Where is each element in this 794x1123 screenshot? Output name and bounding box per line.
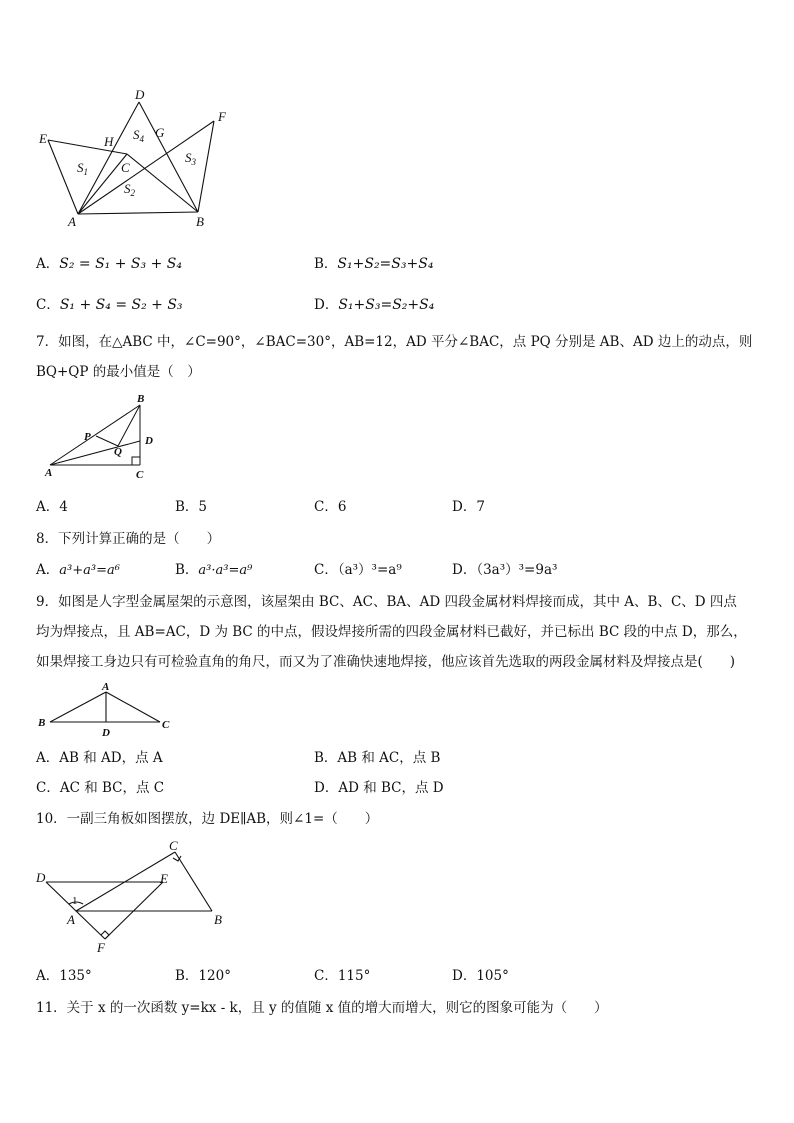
q9-label-C: C bbox=[162, 719, 170, 731]
q9-label-D: D bbox=[102, 727, 110, 739]
q6-label-S4: $S_4$ bbox=[133, 127, 144, 144]
q10-option-c-text: 115° bbox=[337, 968, 371, 984]
q9-label-A: A bbox=[102, 681, 110, 693]
q7-option-d-text: 7 bbox=[476, 499, 485, 515]
q8-option-c-label: C． bbox=[314, 562, 338, 578]
q7-label-P: P bbox=[84, 431, 91, 443]
q9-option-d[interactable] bbox=[314, 778, 444, 798]
q6-option-d[interactable] bbox=[314, 295, 434, 315]
q7-option-d-label: D． bbox=[452, 499, 477, 515]
q8-option-b-label: B． bbox=[175, 562, 199, 578]
q9-option-c-label: C． bbox=[36, 780, 60, 796]
q10-label-1: 1 bbox=[72, 895, 78, 907]
q6-option-a[interactable] bbox=[36, 254, 182, 274]
q8-option-a-text: a³+a³=a⁶ bbox=[59, 563, 120, 578]
q10-label-F: F bbox=[97, 940, 105, 955]
q6-label-S2: $S_2$ bbox=[124, 181, 135, 198]
q10-option-b[interactable] bbox=[175, 966, 231, 986]
q9-option-d-label: D． bbox=[314, 780, 339, 796]
q6-line-FB bbox=[198, 121, 214, 212]
q10-right-angle-F bbox=[101, 931, 109, 939]
q9-option-a[interactable] bbox=[36, 748, 163, 768]
q7-figure bbox=[40, 392, 170, 484]
q6-option-c-text: S₁ + S₄ = S₂ + S₃ bbox=[59, 297, 183, 313]
q7-option-c-label: C． bbox=[314, 499, 338, 515]
q7-line-AB bbox=[50, 405, 140, 465]
q7-option-c-text: 6 bbox=[337, 499, 347, 515]
q10-label-B: B bbox=[214, 912, 222, 927]
q6-option-c-label: C． bbox=[36, 297, 60, 313]
q9-line-AC bbox=[106, 692, 160, 722]
q7-option-b[interactable] bbox=[175, 497, 207, 517]
q6-label-C: C bbox=[121, 160, 130, 175]
q6-option-d-text: S₁+S₃=S₂+S₄ bbox=[338, 297, 435, 313]
q8-option-d[interactable] bbox=[452, 560, 557, 580]
q7-line-QB bbox=[118, 405, 140, 446]
q9-figure bbox=[34, 680, 184, 740]
q9-option-c[interactable] bbox=[36, 778, 164, 798]
q9-option-a-text: AB 和 AD，点 A bbox=[59, 750, 163, 766]
q8-option-b[interactable] bbox=[175, 560, 252, 581]
q8-option-c-text: （a³）³=a⁹ bbox=[337, 562, 402, 578]
q9-option-b[interactable] bbox=[314, 748, 440, 768]
q6-option-a-text: S₂ = S₁ + S₃ + S₄ bbox=[59, 256, 182, 272]
q11-stem: 11．关于 x 的一次函数 y=kx - k，且 y 的值随 x 值的增大而增大，则它的图象可能为（ ） bbox=[36, 1000, 608, 1016]
q10-option-d-label: D． bbox=[452, 968, 477, 984]
q7-option-a-text: 4 bbox=[59, 499, 68, 515]
q6-option-b[interactable] bbox=[314, 254, 433, 274]
q7-label-A: A bbox=[45, 467, 53, 479]
q6-option-b-text: S₁+S₂=S₃+S₄ bbox=[337, 256, 434, 272]
q9-option-b-label: B． bbox=[314, 750, 338, 766]
q10-option-b-label: B． bbox=[175, 968, 199, 984]
q10-option-d-text: 105° bbox=[476, 968, 509, 984]
q6-option-c[interactable] bbox=[36, 295, 183, 315]
q9-option-d-text: AD 和 BC，点 D bbox=[338, 780, 444, 796]
q10-option-a[interactable] bbox=[36, 966, 92, 986]
q7-option-b-text: 5 bbox=[198, 499, 208, 515]
q6-label-S1: $S_1$ bbox=[77, 160, 88, 177]
q7-option-b-label: B． bbox=[175, 499, 199, 515]
q7-option-c[interactable] bbox=[314, 497, 346, 517]
q7-label-Q: Q bbox=[114, 446, 122, 458]
q8-option-d-text: （3a³）³=9a³ bbox=[476, 562, 558, 578]
q8-option-a[interactable] bbox=[36, 560, 120, 581]
q7-label-D: D bbox=[145, 435, 153, 447]
q6-label-D: D bbox=[135, 88, 145, 102]
q10-option-b-text: 120° bbox=[198, 968, 231, 984]
q6-label-G: G bbox=[155, 125, 165, 140]
q7-stem-line2: BQ+QP 的最小值是（ ） bbox=[36, 364, 201, 380]
q10-label-E: E bbox=[160, 871, 168, 886]
q10-label-D: D bbox=[36, 870, 46, 885]
q6-line-EA bbox=[48, 140, 78, 214]
q6-line-EC bbox=[48, 140, 127, 154]
q10-option-a-label: A． bbox=[36, 968, 60, 984]
q6-label-S3: $S_3$ bbox=[185, 150, 196, 167]
q10-stem: 10．一副三角板如图摆放，边 DE∥AB，则∠1=（ ） bbox=[36, 811, 379, 827]
q6-label-A: A bbox=[68, 214, 76, 229]
q6-line-AF bbox=[78, 121, 214, 214]
q7-option-a[interactable] bbox=[36, 497, 68, 517]
q9-option-b-text: AB 和 AC，点 B bbox=[337, 750, 441, 766]
q9-stem-line2: 均为焊接点，且 AB=AC，D 为 BC 的中点，假设焊接所需的四段金属材料已截好，并已标出 BC 段的中点 D，那么， bbox=[36, 624, 747, 640]
q7-label-C: C bbox=[136, 469, 144, 481]
q10-option-c-label: C． bbox=[314, 968, 338, 984]
q6-option-d-label: D． bbox=[314, 297, 339, 313]
q10-option-d[interactable] bbox=[452, 966, 509, 986]
q7-stem-line1: 7．如图，在△ABC 中，∠C=90°，∠BAC=30°，AB=12，AD 平分∠BAC，点 PQ 分别是 AB、AD 边上的动点，则 bbox=[36, 334, 753, 350]
q6-label-H: H bbox=[104, 134, 114, 149]
q8-option-b-text: a³·a³=a⁹ bbox=[198, 563, 253, 578]
q8-option-c[interactable] bbox=[314, 560, 402, 580]
q6-option-a-label: A． bbox=[36, 256, 60, 272]
q6-line-AB bbox=[78, 212, 198, 214]
q10-figure bbox=[32, 838, 232, 956]
q9-stem-line1: 9．如图是人字型金属屋架的示意图，该屋架由 BC、AC、BA、AD 四段金属材料焊接而成，其中 A、B、C、D 四点 bbox=[36, 594, 737, 610]
q10-line-CB bbox=[175, 852, 212, 911]
q10-option-c[interactable] bbox=[314, 966, 370, 986]
q7-line-AD bbox=[50, 441, 140, 465]
q7-option-a-label: A． bbox=[36, 499, 60, 515]
q7-right-angle-mark bbox=[132, 457, 140, 465]
q7-label-B: B bbox=[137, 393, 145, 405]
q8-option-a-label: A． bbox=[36, 562, 60, 578]
q9-option-a-label: A． bbox=[36, 750, 60, 766]
q9-stem-line3: 如果焊接工身边只有可检验直角的角尺，而又为了准确快速地焊接，他应该首先选取的两段金属材料及焊接点是( ) bbox=[36, 654, 736, 670]
q10-label-A: A bbox=[67, 912, 75, 927]
q10-label-C: C bbox=[169, 838, 178, 853]
q6-line-AC-ext bbox=[78, 154, 127, 214]
q9-label-B: B bbox=[38, 717, 46, 729]
q8-option-d-label: D． bbox=[452, 562, 477, 578]
q7-line-PQ bbox=[96, 436, 118, 446]
q8-stem: 8．下列计算正确的是（ ） bbox=[36, 531, 221, 547]
q6-option-b-label: B． bbox=[314, 256, 338, 272]
q9-line-BA bbox=[50, 692, 106, 722]
q9-option-c-text: AC 和 BC，点 C bbox=[59, 780, 165, 796]
q6-label-B: B bbox=[196, 214, 204, 229]
q6-label-F: F bbox=[218, 109, 226, 124]
q6-figure bbox=[30, 88, 240, 233]
q10-option-a-text: 135° bbox=[59, 968, 92, 984]
q7-option-d[interactable] bbox=[452, 497, 485, 517]
q6-label-E: E bbox=[39, 131, 47, 146]
